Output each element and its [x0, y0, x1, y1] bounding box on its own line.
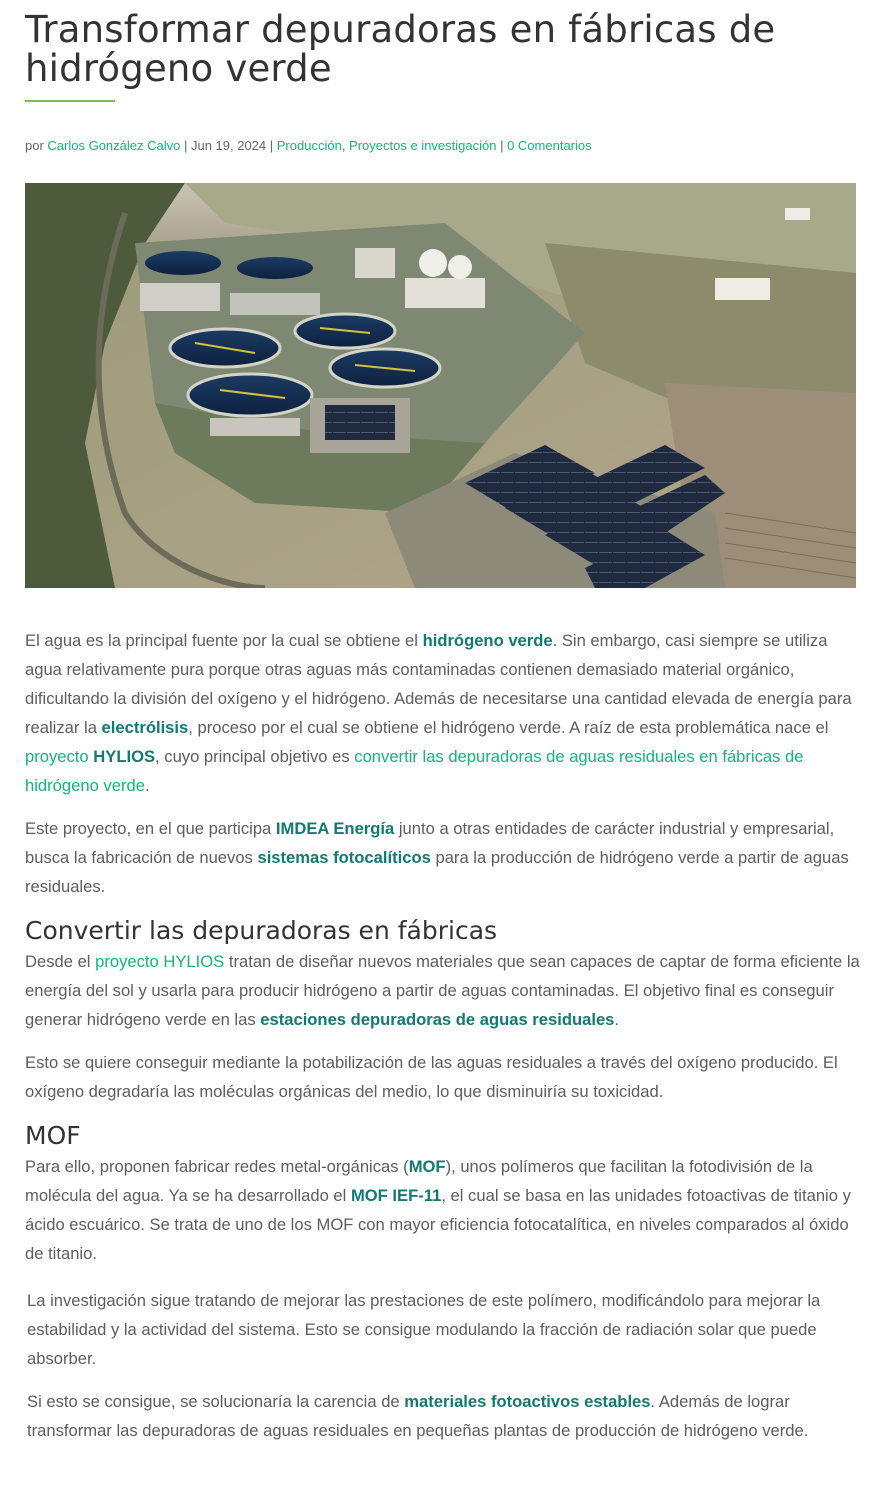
- bold-mof-ief-11: MOF IEF-11: [350, 1186, 442, 1205]
- bold-imdea-energia: IMDEA Energía: [275, 819, 395, 838]
- link-text: proyecto: [25, 747, 94, 766]
- paragraph-3: [25, 947, 860, 1034]
- paragraph-5: [25, 1152, 860, 1268]
- bold-sistemas-fotocaliticos: sistemas fotocalíticos: [257, 848, 431, 867]
- meta-separator: |: [266, 138, 277, 153]
- section-heading-mof: MOF: [25, 1121, 81, 1150]
- text-run: para la producción de hidrógeno verde a partir de aguas residuales.: [25, 848, 849, 896]
- bold-mof: MOF: [408, 1157, 446, 1176]
- featured-image: [25, 183, 856, 588]
- post-title: Transformar depuradoras en fábricas de hidrógeno verde: [25, 8, 776, 90]
- text-run: . Además de lograr transformar las depuradoras de aguas residuales en pequeñas plantas de producción de hidrógeno verde.: [27, 1392, 809, 1440]
- title-divider: [25, 100, 115, 102]
- link-convertir-depuradoras[interactable]: convertir las depuradoras de aguas residuales en fábricas de hidrógeno verde: [25, 747, 804, 795]
- paragraph-2: [25, 814, 860, 901]
- bold-electrolisis: electrólisis: [101, 718, 189, 737]
- bold-hidrogeno-verde: hidrógeno verde: [422, 631, 553, 650]
- text-run: ), unos polímeros que facilitan la fotodivisión de la molécula del agua. Ya se ha desarrollado el: [25, 1157, 813, 1205]
- text-run: .: [144, 776, 150, 795]
- bold-estaciones-depuradoras: estaciones depuradoras de aguas residuales: [260, 1010, 615, 1029]
- text-run: , el cual se basa en las unidades fotoactivas de titanio y ácido escuárico. Se trata de uno de los MOF con mayor eficiencia fotocatalítica, en niveles comparados al óxido de titanio.: [25, 1186, 851, 1263]
- text-run: , cuyo principal objetivo es: [155, 747, 355, 766]
- category-link-produccion[interactable]: Producción: [276, 138, 342, 153]
- paragraph-4: Esto se quiere conseguir mediante la potabilización de las aguas residuales a través del oxígeno producido. El oxígeno degradaría las moléculas orgánicas del medio, lo que disminuiría su toxicidad.: [25, 1053, 838, 1101]
- author-link[interactable]: Carlos González Calvo: [47, 138, 181, 153]
- meta-comma: ,: [341, 138, 350, 153]
- meta-by: por: [25, 138, 48, 153]
- category-link-proyectos[interactable]: Proyectos e investigación: [349, 138, 497, 153]
- bold-hylios: HYLIOS: [93, 747, 156, 766]
- comments-link[interactable]: 0 Comentarios: [507, 138, 592, 153]
- paragraph-1: [25, 626, 860, 800]
- text-run: Desde el: [25, 952, 96, 971]
- text-run: .: [614, 1010, 620, 1029]
- link-proyecto-hylios[interactable]: [25, 747, 155, 766]
- text-run: Si esto se consigue, se solucionaría la carencia de: [27, 1392, 405, 1411]
- section-heading-convertir: Convertir las depuradoras en fábricas: [25, 916, 498, 945]
- text-run: El agua es la principal fuente por la cual se obtiene el: [25, 631, 423, 650]
- paragraph-7: [25, 1387, 860, 1445]
- text-run: tratan de diseñar nuevos materiales que sean capaces de captar de forma eficiente la energía del sol y usarla para producir hidrógeno a partir de aguas contaminadas. El objetivo final es conseguir generar hidrógeno verde en las: [25, 952, 860, 1029]
- text-run: , proceso por el cual se obtiene el hidrógeno verde. A raíz de esta problemática nace el: [188, 718, 829, 737]
- paragraph-6: La investigación sigue tratando de mejorar las prestaciones de este polímero, modificándolo para mejorar la estabilidad y la actividad del sistema. Esto se consigue modulando la fracción de radiación solar que puede absorber.: [27, 1291, 821, 1368]
- post-meta: [25, 138, 592, 153]
- bold-materiales-fotoactivos: materiales fotoactivos estables: [404, 1392, 651, 1411]
- meta-separator: |: [180, 138, 191, 153]
- text-run: Para ello, proponen fabricar redes metal-orgánicas (: [25, 1157, 409, 1176]
- meta-separator: |: [496, 138, 508, 153]
- text-run: junto a otras entidades de carácter industrial y empresarial, busca la fabricación de nuevos: [25, 819, 835, 867]
- link-proyecto-hylios-2[interactable]: proyecto HYLIOS: [95, 952, 225, 971]
- text-run: . Sin embargo, casi siempre se utiliza agua relativamente pura porque otras aguas más contaminadas contienen demasiado material orgánico, dificultando la división del oxígeno y el hidrógeno. Además de necesitarse una cantidad elevada de energía para realizar la: [25, 631, 852, 737]
- post-content: [25, 626, 860, 1459]
- text-run: Este proyecto, en el que participa: [25, 819, 276, 838]
- post-date: Jun 19, 2024: [190, 138, 267, 153]
